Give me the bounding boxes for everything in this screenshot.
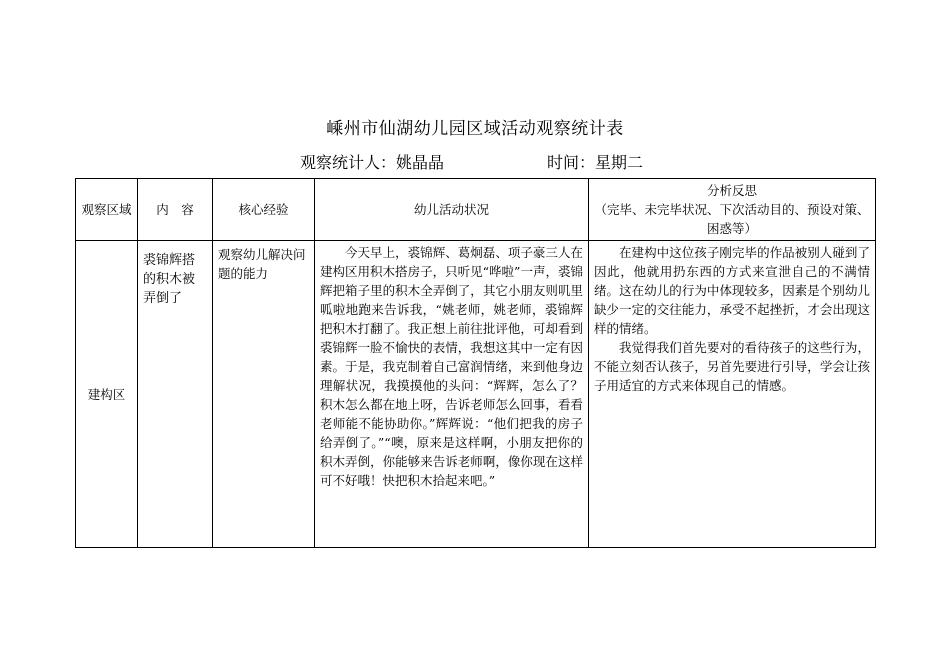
cell-activity [315,241,589,548]
header-analysis [589,179,876,241]
table-row [76,241,876,548]
observer-name: 观察统计人：姚晶晶 [300,153,445,172]
cell-core: 观察幼儿解决问题的能力 [213,241,315,548]
analysis-paragraph-2: 我觉得我们首先要对的看待孩子的这些行为，不能立刻否认孩子，另首先要进行引导，学会让孩子用适宜的方式来体现自己的情感。 [594,340,870,393]
header-area: 观察区域 [76,179,138,241]
header-activity: 幼儿活动状况 [315,179,589,241]
cell-area: 建构区 [76,241,138,548]
observation-time: 时间：星期二 [547,153,644,172]
page-title: 嵊州市仙湖幼儿园区域活动观察统计表 [326,119,624,139]
activity-text: 今天早上，裘锦辉、葛炯磊、项子豪三人在建构区用积木搭房子，只听见“哗啦”一声，裘锦辉把箱子里的积木全弄倒了，其它小朋友则叽里呱啦地跑来告诉我，“姚老师，姚老师，裘锦辉把积木打翻了。我正想上前往批评他，可却看到裘锦辉一脸不愉快的表情，我想这其中一定有因素。于是，我克制着自己富润情绪，来到他身边理解状况，我摸摸他的头问：“辉辉，怎么了？积木怎么都在地上呀，告诉老师怎么回事，看看老师能不能协助你。”辉辉说：“他们把我的房子给弄倒了。”“噢，原来是这样啊，小朋友把你的积木弄倒，你能够来告诉老师啊，像你现在这样可不好哦！快把积木拾起来吧。” [320,245,583,488]
header-analysis-subtitle: （完毕、未完毕状况、下次活动目的、预设对策、困惑等） [594,202,870,236]
observation-table [75,178,876,548]
header-content: 内 容 [138,179,213,241]
table-header-row [76,179,876,241]
header-analysis-title: 分析反思 [706,183,757,198]
header-core: 核心经验 [213,179,315,241]
cell-analysis [589,241,876,548]
analysis-paragraph-1: 在建构中这位孩子刚完毕的作品被别人碰到了因此，他就用扔东西的方式来宣泄自己的不满情绪。这在幼儿的行为中体现较多，因素是个别幼儿缺少一定的交往能力，承受不起挫折，才会出现这样的情绪。 [594,245,870,336]
observer-line [0,150,950,172]
cell-content: 裘锦辉搭的积木被弄倒了 [138,241,213,548]
